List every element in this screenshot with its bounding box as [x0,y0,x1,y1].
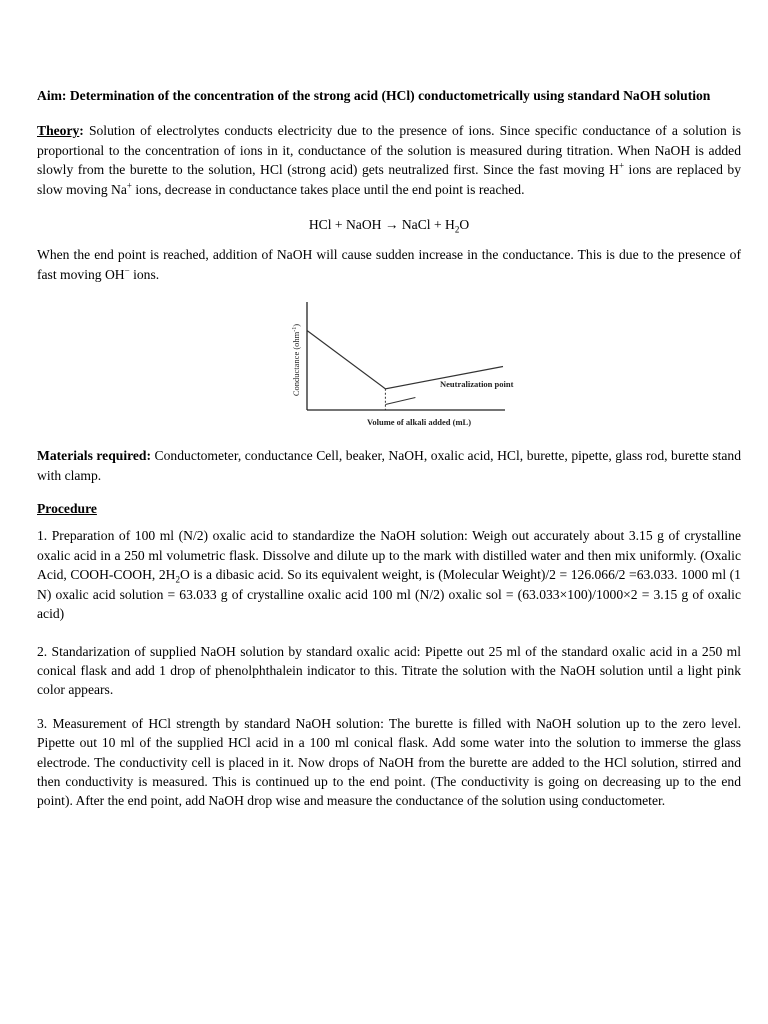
materials-text: Conductometer, conductance Cell, beaker, NaOH, oxalic acid, HCl, burette, pipette, glass rod, burette stand with clamp. [37,448,742,483]
theory-colon: : [79,123,84,139]
reaction-equation [37,215,741,234]
y-axis-label: Conductance (ohm$^{-1}$) [291,324,301,397]
oh-minus-superscript: − [124,265,130,276]
equation-tail: O [459,217,470,233]
aim-text: Aim: Determination of the concentration of the strong acid (HCl) conductometrically using standard NaOH solution [37,88,711,103]
theory-paragraph [37,121,741,199]
neutralization-point-label: Neutralization point [440,379,514,390]
step1-subscript: 2 [175,575,180,585]
titration-graph [37,294,741,434]
equation-arrow: → [384,217,399,233]
endpoint-tail: ions. [129,266,160,282]
equation-subscript: 2 [454,224,460,235]
theory-text-3: ions, decrease in conductance takes place until the end point is reached. [131,181,525,197]
titration-chart [285,294,515,434]
equation-rhs: NaCl + H [398,217,455,233]
procedure-heading-text: Procedure [37,501,97,517]
procedure-heading [37,499,741,518]
neutralization-pointer [385,398,415,405]
materials-paragraph [37,446,741,485]
theory-text-1: Solution of electrolytes conducts electricity due to the presence of ions. Since specific conductance of a solution is proportional to the concentration of ions in it, conductance of the solution is measured during titration. When NaOH is added slowly from the burette to the solution, HCl (strong acid) gets neutralized first. Since the fast moving H [37,123,741,178]
aim-paragraph [37,86,741,105]
step1-text-a: 1. Preparation of 100 ml (N/2) oxalic acid to standardize the NaOH solution: Weigh out accurately about 3.15 g of crystalline oxalic acid in a 250 ml volumetric flask. Dissolve and dilute up to the mark with distilled water and then mix uniformly. (Oxalic Acid, COOH-COOH, 2H [37,528,741,583]
step3-text: 3. Measurement of HCl strength by standard NaOH solution: The burette is filled with NaOH solution up to the zero level. Pipette out 10 ml of the supplied HCl acid in a 100 ml conical flask. Add some water into the solution to immerse the glass electrode. The conductivity cell is placed in it. Now drops of NaOH from the burette are added to the HCl solution, stirred and then conductivity is measured. This is continued up to the end point. (The conductivity is going on decreasing up to the end point). After the end point, add NaOH drop wise and measure the conductance of the solution using conductometer. [37,715,741,809]
procedure-step-2 [37,642,741,700]
procedure-step-3 [37,714,741,811]
step1-text-b: O is a dibasic acid. So its equivalent weight, is (Molecular Weight)/2 = 126.066/2 =63.033. 1000 ml (1 N) oxalic acid solution = 63.033 g of crystalline oxalic acid 100 ml (N/2) oxalic sol = (63.033×100)/1000×2 = 3.15 g of oxalic acid) [37,567,741,622]
equation-lhs: HCl + NaOH [308,217,385,233]
step2-text: 2. Standarization of supplied NaOH solution by standard oxalic acid: Pipette out 25 ml of the standard oxalic acid in a 250 ml conical flask and add 1 drop of phenolphthalein indicator to this. Titrate the solution with the NaOH solution until a light pink color appears. [37,643,741,698]
h-plus-superscript: + [618,160,625,171]
endpoint-text: When the end point is reached, addition of NaOH will cause sudden increase in the conductance. This is due to the presence of fast moving OH [37,247,741,282]
document-page [37,86,741,811]
endpoint-paragraph [37,245,741,284]
theory-label: Theory [37,123,80,139]
materials-label: Materials required: [37,448,152,464]
na-plus-superscript: + [126,180,132,191]
theory-text-2: ions are replaced by slow moving Na [37,162,741,197]
x-axis-label: Volume of alkali added (mL) [367,417,472,428]
procedure-step-1 [37,526,741,623]
